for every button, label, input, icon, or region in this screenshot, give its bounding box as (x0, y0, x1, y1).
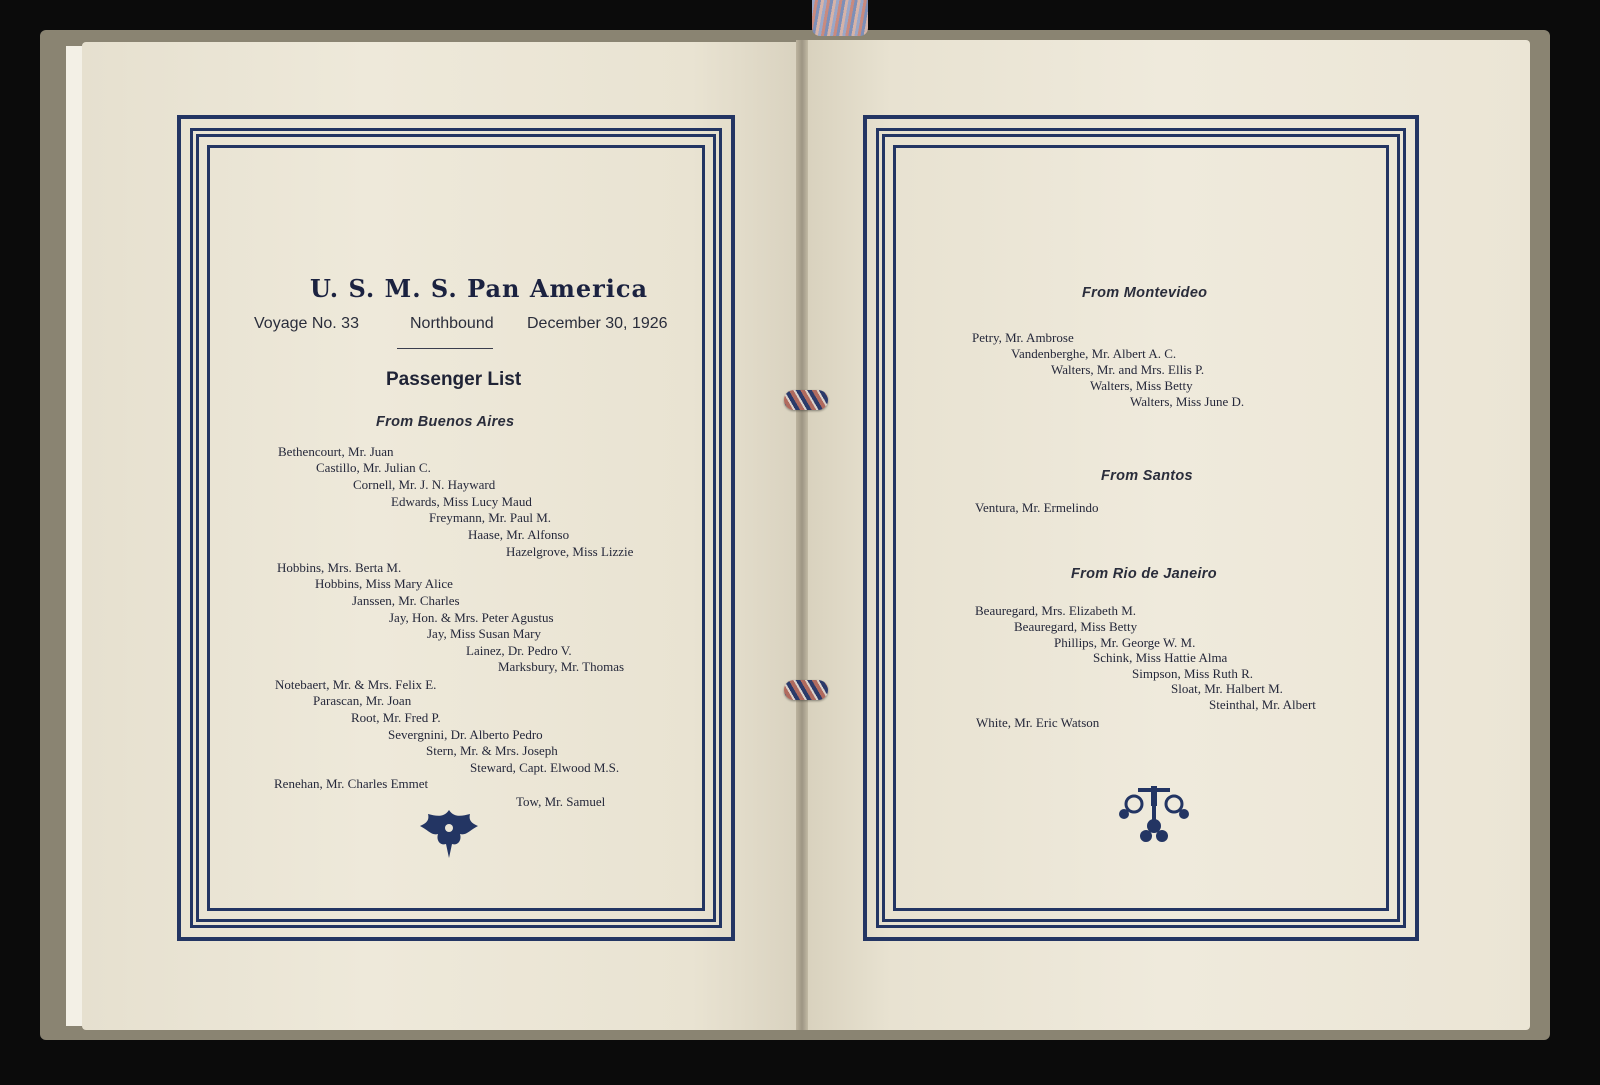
passenger-name: Lainez, Dr. Pedro V. (466, 643, 572, 658)
passenger-name: Bethencourt, Mr. Juan (278, 444, 394, 459)
section-title-rio-de-janeiro: From Rio de Janeiro (1071, 566, 1217, 582)
passenger-name: Sloat, Mr. Halbert M. (1171, 681, 1283, 696)
passenger-name: Simpson, Miss Ruth R. (1132, 666, 1254, 681)
passenger-name: Haase, Mr. Alfonso (468, 527, 570, 542)
passenger-name: Hobbins, Mrs. Berta M. (277, 560, 402, 575)
binding-stitch-top (784, 390, 828, 410)
passenger-name: Beauregard, Miss Betty (1014, 619, 1138, 634)
passenger-name: Root, Mr. Fred P. (351, 710, 441, 725)
section-title-santos: From Santos (1101, 468, 1193, 484)
book-gutter (796, 40, 808, 1030)
passenger-name: Cornell, Mr. J. N. Hayward (353, 477, 496, 492)
passenger-name: Freymann, Mr. Paul M. (429, 510, 552, 525)
passenger-name: Phillips, Mr. George W. M. (1054, 635, 1196, 650)
fleuron-ornament-right (1114, 784, 1194, 850)
voyage-number: Voyage No. 33 (254, 315, 359, 332)
bookmark-tassel (812, 0, 868, 36)
passenger-name: White, Mr. Eric Watson (976, 715, 1100, 730)
passenger-name: Edwards, Miss Lucy Maud (391, 494, 532, 509)
passenger-name: Stern, Mr. & Mrs. Joseph (426, 743, 558, 758)
passenger-name: Petry, Mr. Ambrose (972, 330, 1074, 345)
passenger-name: Hobbins, Miss Mary Alice (315, 576, 453, 591)
passenger-name: Severgnini, Dr. Alberto Pedro (388, 727, 543, 742)
passenger-name: Ventura, Mr. Ermelindo (975, 500, 1099, 515)
passenger-name: Walters, Miss Betty (1090, 378, 1193, 393)
passenger-name: Marksbury, Mr. Thomas (498, 659, 625, 674)
passenger-name: Steinthal, Mr. Albert (1209, 697, 1316, 712)
passenger-name: Steward, Capt. Elwood M.S. (470, 760, 620, 775)
voyage-date: December 30, 1926 (527, 315, 668, 332)
section-title-buenos-aires: From Buenos Aires (376, 414, 515, 430)
passenger-name: Schink, Miss Hattie Alma (1093, 650, 1228, 665)
passenger-name: Notebaert, Mr. & Mrs. Felix E. (275, 677, 437, 692)
passenger-name: Janssen, Mr. Charles (352, 593, 460, 608)
passenger-name: Jay, Hon. & Mrs. Peter Agustus (389, 610, 554, 625)
passenger-name: Jay, Miss Susan Mary (427, 626, 541, 641)
passenger-name: Vandenberghe, Mr. Albert A. C. (1011, 346, 1177, 361)
fleuron-ornament-left (418, 808, 480, 860)
passenger-list-heading: Passenger List (386, 369, 522, 390)
passenger-name: Beauregard, Mrs. Elizabeth M. (975, 603, 1137, 618)
title-divider (397, 348, 493, 349)
passenger-name: Renehan, Mr. Charles Emmet (274, 776, 429, 791)
binding-stitch-bottom (784, 680, 828, 700)
passenger-name: Walters, Mr. and Mrs. Ellis P. (1051, 362, 1205, 377)
passenger-name: Castillo, Mr. Julian C. (316, 460, 431, 475)
voyage-direction: Northbound (410, 315, 494, 332)
section-title-montevideo: From Montevideo (1082, 285, 1208, 301)
passenger-name: Walters, Miss June D. (1130, 394, 1245, 409)
ship-title: U. S. M. S. Pan America (310, 274, 649, 303)
passenger-name: Tow, Mr. Samuel (516, 794, 606, 809)
passenger-name: Hazelgrove, Miss Lizzie (506, 544, 634, 559)
passenger-name: Parascan, Mr. Joan (313, 693, 412, 708)
